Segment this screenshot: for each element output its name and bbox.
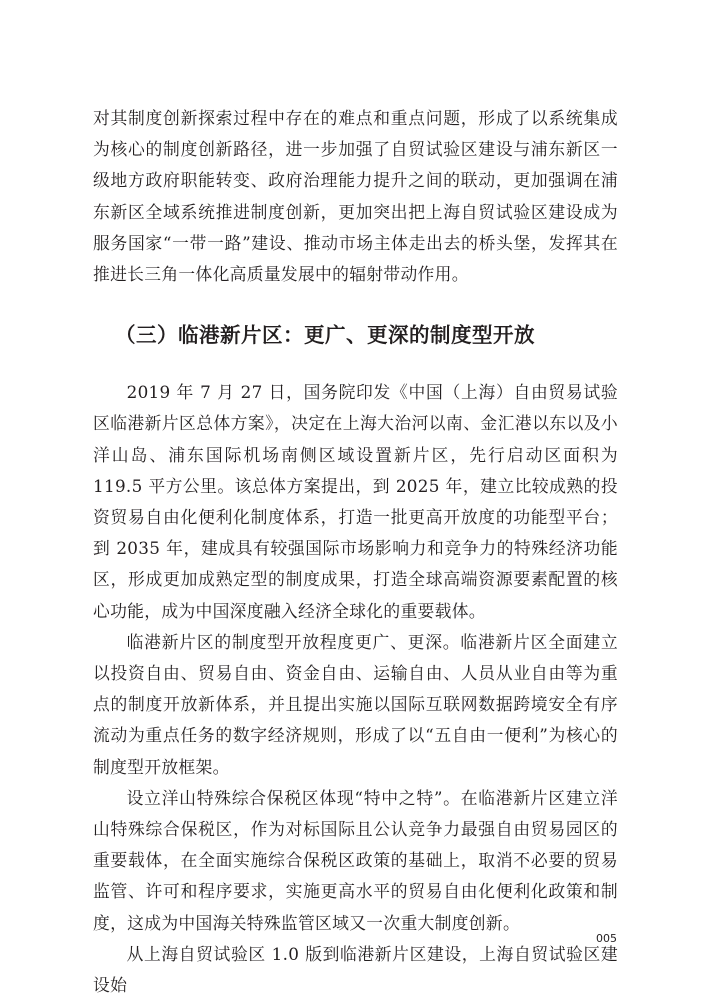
- body-paragraph: 临港新片区的制度型开放程度更广、更深。临港新片区全面建立以投资自由、贸易自由、资金自由、运输自由、人员从业自由等为重点的制度开放新体系，并且提出实施以国际互联网数据跨境安全有序流动为重点任务的数字经济规则，形成了以“五自由一便利”为核心的制度型开放框架。: [93, 631, 618, 777]
- page-content: [93, 103, 618, 1001]
- page-number: 005: [596, 932, 617, 945]
- body-paragraph-continued: 对其制度创新探索过程中存在的难点和重点问题，形成了以系统集成为核心的制度创新路径，进一步加强了自贸试验区建设与浦东新区一级地方政府职能转变、政府治理能力提升之间的联动，更加强调在浦东新区全域系统推进制度创新，更加突出把上海自贸试验区建设成为服务国家“一带一路”建设、推动市场主体走出去的桥头堡，发挥其在推进长三角一体化高质量发展中的辐射带动作用。: [93, 108, 618, 285]
- body-paragraph: 设立洋山特殊综合保税区体现“特中之特”。在临港新片区建立洋山特殊综合保税区，作为对标国际且公认竞争力最强自由贸易园区的重要载体，在全面实施综合保税区政策的基础上，取消不必要的贸易监管、许可和程序要求，实施更高水平的贸易自由化便利化政策和制度，这成为中国海关特殊监管区域又一次重大制度创新。: [93, 787, 618, 933]
- body-paragraph: 2019 年 7 月 27 日，国务院印发《中国（上海）自由贸易试验区临港新片区总体方案》，决定在上海大治河以南、金汇港以东以及小洋山岛、浦东国际机场南侧区域设置新片区，先行启动区面积为 119.5 平方公里。该总体方案提出，到 2025 年，建立比较成熟的投资贸易自由化便利化制度体系，打造一批更高开放度的功能型平台；到 2035 年，建成具有较强国际市场影响力和竞争力的特殊经济功能区，形成更加成熟定型的制度成果，打造全球高端资源要素配置的核心功能，成为中国深度融入经济全球化的重要载体。: [93, 382, 618, 621]
- body-paragraph: 从上海自贸试验区 1.0 版到临港新片区建设，上海自贸试验区建设始: [93, 943, 618, 996]
- section-heading: （三）临港新片区：更广、更深的制度型开放: [115, 323, 535, 348]
